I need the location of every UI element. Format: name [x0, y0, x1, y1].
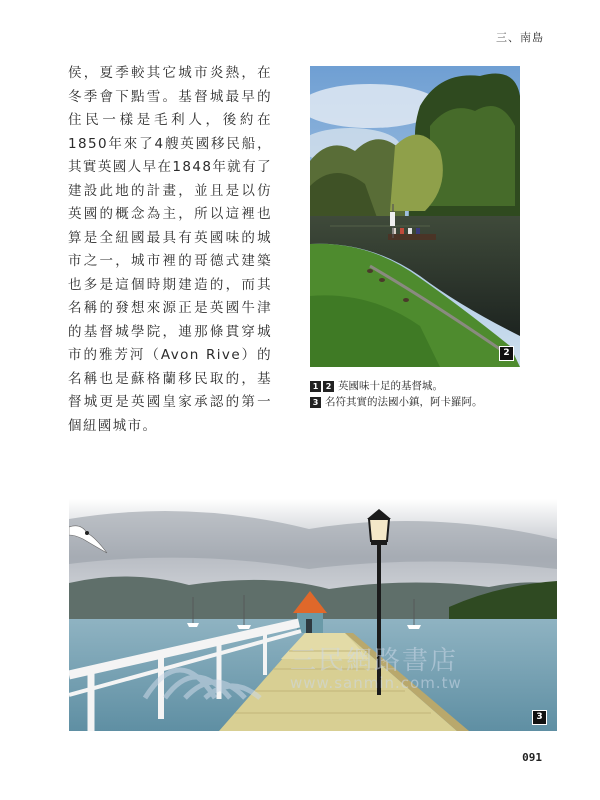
- section-header: 三、南島: [496, 31, 544, 44]
- body-paragraph: 侯，夏季較其它城市炎熱，在冬季會下點雪。基督城最早的住民一樣是毛利人，後約在1850年來了4艘英國移民船，其實英國人早在1848年就有了建設此地的計畫，並且是以仿英國的概念為主，所以這裡也算是全紐國最具有英國味的城市之一，城市裡的哥德式建築也多是這個時期建造的，而其名稱的發想來源正是英國牛津的基督城學院，連那條貫穿城市的雅芳河（Avon Rive）的名稱也是蘇格蘭移民取的，基督城更是英國皇家承認的第一個紐國城市。: [68, 65, 272, 434]
- photo-number-badge: 3: [532, 710, 547, 725]
- photo-akaroa-pier: [69, 499, 557, 731]
- caption-number: 1: [310, 381, 321, 392]
- caption-line: [310, 394, 550, 410]
- photo-number-badge: 2: [499, 346, 514, 361]
- caption-number: 3: [310, 397, 321, 408]
- page-number: 091: [522, 751, 542, 764]
- pier-scene-illustration: [69, 499, 557, 731]
- river-scene-illustration: [310, 66, 520, 367]
- watermark-title: 三民網路書店: [290, 646, 459, 676]
- photo-captions: [310, 378, 550, 410]
- watermark-url: www.sanmin.com.tw: [290, 674, 462, 692]
- photo-christchurch-river: [310, 66, 520, 367]
- caption-line: [310, 378, 550, 394]
- caption-text: 英國味十足的基督城。: [338, 380, 443, 392]
- caption-number: 2: [323, 381, 334, 392]
- caption-text: 名符其實的法國小鎮，阿卡羅阿。: [325, 396, 483, 408]
